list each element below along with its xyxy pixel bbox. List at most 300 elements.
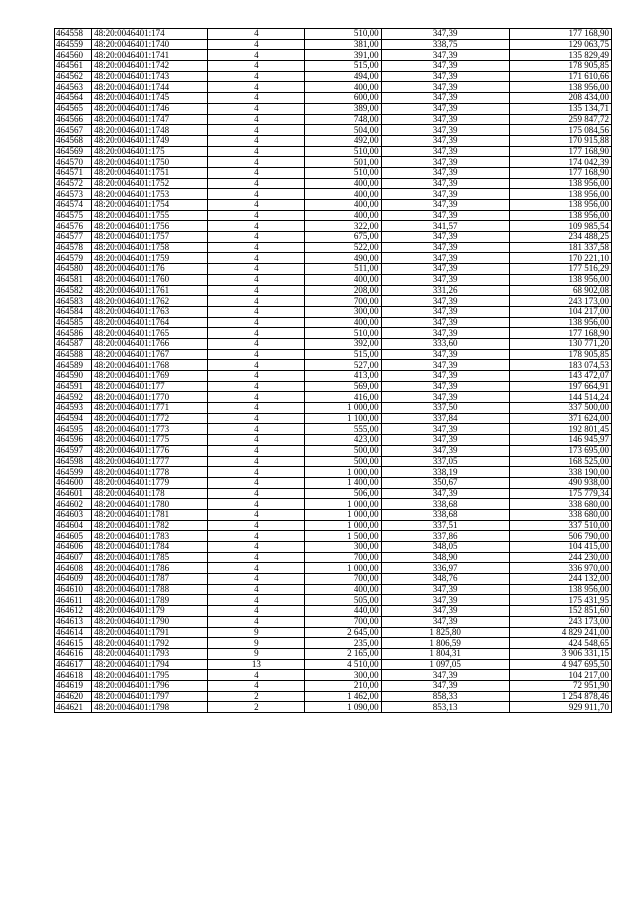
cadastral-number-cell: 48:20:0046401:1795 xyxy=(92,670,208,681)
row-number-cell: 464620 xyxy=(55,691,92,702)
specific-value-cell: 347,39 xyxy=(381,670,509,681)
area-cell: 400,00 xyxy=(305,317,381,328)
row-number-cell: 464582 xyxy=(55,285,92,296)
cadastral-value-cell: 338 680,00 xyxy=(509,509,611,520)
specific-value-cell: 347,39 xyxy=(381,135,509,146)
area-cell: 494,00 xyxy=(305,71,381,82)
cadastral-number-cell: 48:20:0046401:1761 xyxy=(92,285,208,296)
table-row xyxy=(55,435,612,446)
row-number-cell: 464581 xyxy=(55,274,92,285)
row-number-cell: 464613 xyxy=(55,616,92,627)
cadastral-value-cell: 175 431,95 xyxy=(509,595,611,606)
cadastral-number-cell: 48:20:0046401:1781 xyxy=(92,509,208,520)
category-code-cell: 4 xyxy=(208,371,305,382)
area-cell: 1 400,00 xyxy=(305,477,381,488)
cadastral-number-cell: 48:20:0046401:1770 xyxy=(92,392,208,403)
specific-value-cell: 347,39 xyxy=(381,50,509,61)
cadastral-number-cell: 48:20:0046401:1791 xyxy=(92,627,208,638)
area-cell: 235,00 xyxy=(305,638,381,649)
table-row xyxy=(55,146,612,157)
category-code-cell: 4 xyxy=(208,306,305,317)
cadastral-number-cell: 48:20:0046401:175 xyxy=(92,146,208,157)
row-number-cell: 464558 xyxy=(55,29,92,40)
row-number-cell: 464592 xyxy=(55,392,92,403)
table-row xyxy=(55,125,612,136)
table-row xyxy=(55,221,612,232)
area-cell: 1 000,00 xyxy=(305,499,381,510)
specific-value-cell: 347,39 xyxy=(381,381,509,392)
row-number-cell: 464612 xyxy=(55,606,92,617)
cadastral-value-cell: 138 956,00 xyxy=(509,317,611,328)
cadastral-value-cell: 183 074,53 xyxy=(509,360,611,371)
cadastral-value-cell: 371 624,00 xyxy=(509,413,611,424)
cadastral-value-cell: 243 173,00 xyxy=(509,296,611,307)
area-cell: 492,00 xyxy=(305,135,381,146)
category-code-cell: 4 xyxy=(208,584,305,595)
cadastral-value-cell: 1 254 878,46 xyxy=(509,691,611,702)
area-cell: 510,00 xyxy=(305,167,381,178)
category-code-cell: 4 xyxy=(208,520,305,531)
area-cell: 675,00 xyxy=(305,232,381,243)
specific-value-cell: 1 806,59 xyxy=(381,638,509,649)
category-code-cell: 4 xyxy=(208,349,305,360)
cadastral-number-cell: 48:20:0046401:1773 xyxy=(92,424,208,435)
cadastral-value-cell: 337 500,00 xyxy=(509,403,611,414)
table-row xyxy=(55,616,612,627)
category-code-cell: 4 xyxy=(208,221,305,232)
area-cell: 506,00 xyxy=(305,488,381,499)
row-number-cell: 464619 xyxy=(55,680,92,691)
category-code-cell: 4 xyxy=(208,413,305,424)
row-number-cell: 464606 xyxy=(55,542,92,553)
cadastral-number-cell: 48:20:0046401:1768 xyxy=(92,360,208,371)
specific-value-cell: 347,39 xyxy=(381,360,509,371)
category-code-cell: 4 xyxy=(208,574,305,585)
cadastral-number-cell: 48:20:0046401:1749 xyxy=(92,135,208,146)
area-cell: 300,00 xyxy=(305,542,381,553)
specific-value-cell: 347,39 xyxy=(381,114,509,125)
area-cell: 1 000,00 xyxy=(305,520,381,531)
row-number-cell: 464564 xyxy=(55,93,92,104)
specific-value-cell: 347,39 xyxy=(381,445,509,456)
cadastral-number-cell: 48:20:0046401:1779 xyxy=(92,477,208,488)
cadastral-number-cell: 48:20:0046401:1742 xyxy=(92,61,208,72)
category-code-cell: 4 xyxy=(208,71,305,82)
row-number-cell: 464584 xyxy=(55,306,92,317)
table-row xyxy=(55,595,612,606)
cadastral-value-table xyxy=(54,28,612,713)
category-code-cell: 4 xyxy=(208,178,305,189)
row-number-cell: 464571 xyxy=(55,167,92,178)
category-code-cell: 4 xyxy=(208,509,305,520)
area-cell: 400,00 xyxy=(305,274,381,285)
cadastral-number-cell: 48:20:0046401:1790 xyxy=(92,616,208,627)
category-code-cell: 4 xyxy=(208,595,305,606)
row-number-cell: 464599 xyxy=(55,467,92,478)
cadastral-number-cell: 48:20:0046401:1787 xyxy=(92,574,208,585)
area-cell: 700,00 xyxy=(305,574,381,585)
category-code-cell: 4 xyxy=(208,135,305,146)
specific-value-cell: 347,39 xyxy=(381,103,509,114)
category-code-cell: 4 xyxy=(208,61,305,72)
cadastral-number-cell: 48:20:0046401:1744 xyxy=(92,82,208,93)
specific-value-cell: 347,39 xyxy=(381,71,509,82)
specific-value-cell: 853,13 xyxy=(381,702,509,713)
row-number-cell: 464598 xyxy=(55,456,92,467)
row-number-cell: 464603 xyxy=(55,509,92,520)
specific-value-cell: 347,39 xyxy=(381,274,509,285)
cadastral-number-cell: 48:20:0046401:1743 xyxy=(92,71,208,82)
cadastral-number-cell: 48:20:0046401:1778 xyxy=(92,467,208,478)
cadastral-value-cell: 259 847,72 xyxy=(509,114,611,125)
table-row xyxy=(55,509,612,520)
area-cell: 300,00 xyxy=(305,306,381,317)
category-code-cell: 4 xyxy=(208,264,305,275)
area-cell: 700,00 xyxy=(305,616,381,627)
area-cell: 400,00 xyxy=(305,178,381,189)
specific-value-cell: 347,39 xyxy=(381,616,509,627)
specific-value-cell: 337,05 xyxy=(381,456,509,467)
table-row xyxy=(55,167,612,178)
table-row xyxy=(55,328,612,339)
cadastral-number-cell: 48:20:0046401:1789 xyxy=(92,595,208,606)
category-code-cell: 4 xyxy=(208,93,305,104)
table-row xyxy=(55,103,612,114)
category-code-cell: 4 xyxy=(208,499,305,510)
cadastral-number-cell: 48:20:0046401:1796 xyxy=(92,680,208,691)
table-row xyxy=(55,691,612,702)
table-row xyxy=(55,274,612,285)
specific-value-cell: 347,39 xyxy=(381,349,509,360)
area-cell: 2 645,00 xyxy=(305,627,381,638)
table-row xyxy=(55,50,612,61)
cadastral-value-cell: 171 610,66 xyxy=(509,71,611,82)
category-code-cell: 4 xyxy=(208,477,305,488)
area-cell: 440,00 xyxy=(305,606,381,617)
cadastral-number-cell: 48:20:0046401:1757 xyxy=(92,232,208,243)
specific-value-cell: 347,39 xyxy=(381,167,509,178)
table-row xyxy=(55,232,612,243)
row-number-cell: 464560 xyxy=(55,50,92,61)
cadastral-number-cell: 48:20:0046401:1754 xyxy=(92,200,208,211)
area-cell: 400,00 xyxy=(305,82,381,93)
cadastral-value-cell: 506 790,00 xyxy=(509,531,611,542)
cadastral-value-cell: 338 680,00 xyxy=(509,499,611,510)
specific-value-cell: 338,68 xyxy=(381,499,509,510)
cadastral-value-cell: 130 771,20 xyxy=(509,338,611,349)
table-row xyxy=(55,360,612,371)
cadastral-value-cell: 192 801,45 xyxy=(509,424,611,435)
cadastral-number-cell: 48:20:0046401:1784 xyxy=(92,542,208,553)
table-row xyxy=(55,253,612,264)
cadastral-value-cell: 68 902,08 xyxy=(509,285,611,296)
specific-value-cell: 333,60 xyxy=(381,338,509,349)
category-code-cell: 4 xyxy=(208,200,305,211)
cadastral-value-cell: 104 415,00 xyxy=(509,542,611,553)
table-row xyxy=(55,584,612,595)
table-row xyxy=(55,317,612,328)
cadastral-number-cell: 48:20:0046401:1794 xyxy=(92,659,208,670)
table-row xyxy=(55,542,612,553)
cadastral-value-cell: 181 337,58 xyxy=(509,242,611,253)
category-code-cell: 4 xyxy=(208,253,305,264)
cadastral-value-cell: 175 084,56 xyxy=(509,125,611,136)
category-code-cell: 4 xyxy=(208,296,305,307)
row-number-cell: 464563 xyxy=(55,82,92,93)
area-cell: 569,00 xyxy=(305,381,381,392)
row-number-cell: 464559 xyxy=(55,39,92,50)
area-cell: 1 462,00 xyxy=(305,691,381,702)
cadastral-value-cell: 138 956,00 xyxy=(509,178,611,189)
row-number-cell: 464575 xyxy=(55,210,92,221)
cadastral-value-cell: 243 173,00 xyxy=(509,616,611,627)
cadastral-number-cell: 48:20:0046401:1741 xyxy=(92,50,208,61)
category-code-cell: 4 xyxy=(208,167,305,178)
cadastral-value-cell: 338 190,00 xyxy=(509,467,611,478)
row-number-cell: 464570 xyxy=(55,157,92,168)
cadastral-number-cell: 48:20:0046401:1769 xyxy=(92,371,208,382)
area-cell: 210,00 xyxy=(305,680,381,691)
specific-value-cell: 347,39 xyxy=(381,157,509,168)
row-number-cell: 464590 xyxy=(55,371,92,382)
row-number-cell: 464602 xyxy=(55,499,92,510)
category-code-cell: 4 xyxy=(208,403,305,414)
row-number-cell: 464614 xyxy=(55,627,92,638)
cadastral-value-cell: 234 488,25 xyxy=(509,232,611,243)
area-cell: 500,00 xyxy=(305,456,381,467)
area-cell: 400,00 xyxy=(305,584,381,595)
specific-value-cell: 347,39 xyxy=(381,371,509,382)
cadastral-value-cell: 104 217,00 xyxy=(509,306,611,317)
row-number-cell: 464591 xyxy=(55,381,92,392)
specific-value-cell: 347,39 xyxy=(381,189,509,200)
specific-value-cell: 347,39 xyxy=(381,253,509,264)
category-code-cell: 4 xyxy=(208,146,305,157)
area-cell: 501,00 xyxy=(305,157,381,168)
area-cell: 510,00 xyxy=(305,146,381,157)
row-number-cell: 464580 xyxy=(55,264,92,275)
category-code-cell: 2 xyxy=(208,702,305,713)
area-cell: 700,00 xyxy=(305,552,381,563)
row-number-cell: 464610 xyxy=(55,584,92,595)
table-row xyxy=(55,157,612,168)
row-number-cell: 464593 xyxy=(55,403,92,414)
table-row xyxy=(55,189,612,200)
category-code-cell: 4 xyxy=(208,360,305,371)
cadastral-number-cell: 48:20:0046401:1777 xyxy=(92,456,208,467)
cadastral-value-cell: 138 956,00 xyxy=(509,189,611,200)
area-cell: 391,00 xyxy=(305,50,381,61)
cadastral-value-cell: 336 970,00 xyxy=(509,563,611,574)
area-cell: 511,00 xyxy=(305,264,381,275)
category-code-cell: 4 xyxy=(208,274,305,285)
area-cell: 423,00 xyxy=(305,435,381,446)
cadastral-number-cell: 48:20:0046401:1760 xyxy=(92,274,208,285)
category-code-cell: 4 xyxy=(208,563,305,574)
specific-value-cell: 1 804,31 xyxy=(381,648,509,659)
category-code-cell: 4 xyxy=(208,435,305,446)
table-row xyxy=(55,39,612,50)
row-number-cell: 464589 xyxy=(55,360,92,371)
row-number-cell: 464594 xyxy=(55,413,92,424)
table-row xyxy=(55,456,612,467)
area-cell: 504,00 xyxy=(305,125,381,136)
category-code-cell: 4 xyxy=(208,338,305,349)
category-code-cell: 4 xyxy=(208,328,305,339)
specific-value-cell: 347,39 xyxy=(381,125,509,136)
cadastral-number-cell: 48:20:0046401:1756 xyxy=(92,221,208,232)
table-row xyxy=(55,702,612,713)
cadastral-number-cell: 48:20:0046401:1783 xyxy=(92,531,208,542)
area-cell: 748,00 xyxy=(305,114,381,125)
cadastral-value-cell: 177 168,90 xyxy=(509,328,611,339)
row-number-cell: 464569 xyxy=(55,146,92,157)
area-cell: 208,00 xyxy=(305,285,381,296)
cadastral-number-cell: 48:20:0046401:1748 xyxy=(92,125,208,136)
cadastral-value-cell: 135 134,71 xyxy=(509,103,611,114)
cadastral-number-cell: 48:20:0046401:1798 xyxy=(92,702,208,713)
cadastral-value-cell: 129 063,75 xyxy=(509,39,611,50)
cadastral-number-cell: 48:20:0046401:1775 xyxy=(92,435,208,446)
specific-value-cell: 347,39 xyxy=(381,29,509,40)
category-code-cell: 4 xyxy=(208,157,305,168)
category-code-cell: 4 xyxy=(208,606,305,617)
cadastral-number-cell: 48:20:0046401:1797 xyxy=(92,691,208,702)
table-row xyxy=(55,627,612,638)
table-row xyxy=(55,648,612,659)
cadastral-value-cell: 72 951,90 xyxy=(509,680,611,691)
row-number-cell: 464574 xyxy=(55,200,92,211)
category-code-cell: 4 xyxy=(208,210,305,221)
cadastral-value-cell: 178 905,85 xyxy=(509,61,611,72)
specific-value-cell: 347,39 xyxy=(381,178,509,189)
table-row xyxy=(55,296,612,307)
cadastral-number-cell: 48:20:0046401:1759 xyxy=(92,253,208,264)
row-number-cell: 464561 xyxy=(55,61,92,72)
category-code-cell: 4 xyxy=(208,381,305,392)
table-row xyxy=(55,659,612,670)
category-code-cell: 4 xyxy=(208,424,305,435)
category-code-cell: 4 xyxy=(208,50,305,61)
cadastral-value-cell: 168 525,00 xyxy=(509,456,611,467)
category-code-cell: 4 xyxy=(208,467,305,478)
table-row xyxy=(55,349,612,360)
table-row xyxy=(55,82,612,93)
specific-value-cell: 1 825,80 xyxy=(381,627,509,638)
cadastral-number-cell: 48:20:0046401:179 xyxy=(92,606,208,617)
category-code-cell: 4 xyxy=(208,670,305,681)
specific-value-cell: 858,33 xyxy=(381,691,509,702)
specific-value-cell: 337,86 xyxy=(381,531,509,542)
specific-value-cell: 348,76 xyxy=(381,574,509,585)
cadastral-value-cell: 244 230,00 xyxy=(509,552,611,563)
area-cell: 522,00 xyxy=(305,242,381,253)
category-code-cell: 9 xyxy=(208,648,305,659)
area-cell: 490,00 xyxy=(305,253,381,264)
area-cell: 700,00 xyxy=(305,296,381,307)
area-cell: 600,00 xyxy=(305,93,381,104)
specific-value-cell: 348,05 xyxy=(381,542,509,553)
cadastral-value-cell: 170 915,88 xyxy=(509,135,611,146)
area-cell: 505,00 xyxy=(305,595,381,606)
cadastral-number-cell: 48:20:0046401:1785 xyxy=(92,552,208,563)
cadastral-value-cell: 197 664,91 xyxy=(509,381,611,392)
row-number-cell: 464611 xyxy=(55,595,92,606)
category-code-cell: 4 xyxy=(208,552,305,563)
row-number-cell: 464607 xyxy=(55,552,92,563)
cadastral-number-cell: 48:20:0046401:1780 xyxy=(92,499,208,510)
cadastral-number-cell: 48:20:0046401:1750 xyxy=(92,157,208,168)
category-code-cell: 4 xyxy=(208,456,305,467)
cadastral-value-cell: 177 168,90 xyxy=(509,146,611,157)
table-row xyxy=(55,531,612,542)
cadastral-number-cell: 48:20:0046401:1786 xyxy=(92,563,208,574)
area-cell: 1 090,00 xyxy=(305,702,381,713)
table-row xyxy=(55,638,612,649)
cadastral-value-cell: 104 217,00 xyxy=(509,670,611,681)
cadastral-value-cell: 929 911,70 xyxy=(509,702,611,713)
row-number-cell: 464605 xyxy=(55,531,92,542)
specific-value-cell: 347,39 xyxy=(381,93,509,104)
cadastral-number-cell: 48:20:0046401:1788 xyxy=(92,584,208,595)
category-code-cell: 4 xyxy=(208,242,305,253)
area-cell: 515,00 xyxy=(305,349,381,360)
category-code-cell: 4 xyxy=(208,285,305,296)
area-cell: 1 000,00 xyxy=(305,509,381,520)
row-number-cell: 464568 xyxy=(55,135,92,146)
area-cell: 400,00 xyxy=(305,200,381,211)
row-number-cell: 464604 xyxy=(55,520,92,531)
table-row xyxy=(55,392,612,403)
cadastral-value-cell: 178 905,85 xyxy=(509,349,611,360)
category-code-cell: 9 xyxy=(208,627,305,638)
specific-value-cell: 347,39 xyxy=(381,328,509,339)
cadastral-value-cell: 208 434,00 xyxy=(509,93,611,104)
cadastral-value-cell: 177 168,90 xyxy=(509,167,611,178)
category-code-cell: 9 xyxy=(208,638,305,649)
category-code-cell: 2 xyxy=(208,691,305,702)
row-number-cell: 464567 xyxy=(55,125,92,136)
area-cell: 500,00 xyxy=(305,445,381,456)
table-row xyxy=(55,403,612,414)
row-number-cell: 464587 xyxy=(55,338,92,349)
cadastral-value-cell: 4 947 695,50 xyxy=(509,659,611,670)
specific-value-cell: 347,39 xyxy=(381,595,509,606)
table-row xyxy=(55,264,612,275)
cadastral-number-cell: 48:20:0046401:1752 xyxy=(92,178,208,189)
table-row xyxy=(55,467,612,478)
table-row xyxy=(55,135,612,146)
cadastral-number-cell: 48:20:0046401:1755 xyxy=(92,210,208,221)
row-number-cell: 464566 xyxy=(55,114,92,125)
table-row xyxy=(55,413,612,424)
row-number-cell: 464601 xyxy=(55,488,92,499)
specific-value-cell: 337,84 xyxy=(381,413,509,424)
specific-value-cell: 347,39 xyxy=(381,264,509,275)
cadastral-value-cell: 174 042,39 xyxy=(509,157,611,168)
category-code-cell: 4 xyxy=(208,189,305,200)
cadastral-number-cell: 48:20:0046401:1763 xyxy=(92,306,208,317)
category-code-cell: 13 xyxy=(208,659,305,670)
row-number-cell: 464608 xyxy=(55,563,92,574)
cadastral-number-cell: 48:20:0046401:1772 xyxy=(92,413,208,424)
table-row xyxy=(55,670,612,681)
cadastral-value-cell: 337 510,00 xyxy=(509,520,611,531)
table-row xyxy=(55,93,612,104)
area-cell: 1 500,00 xyxy=(305,531,381,542)
area-cell: 322,00 xyxy=(305,221,381,232)
cadastral-value-cell: 135 829,49 xyxy=(509,50,611,61)
